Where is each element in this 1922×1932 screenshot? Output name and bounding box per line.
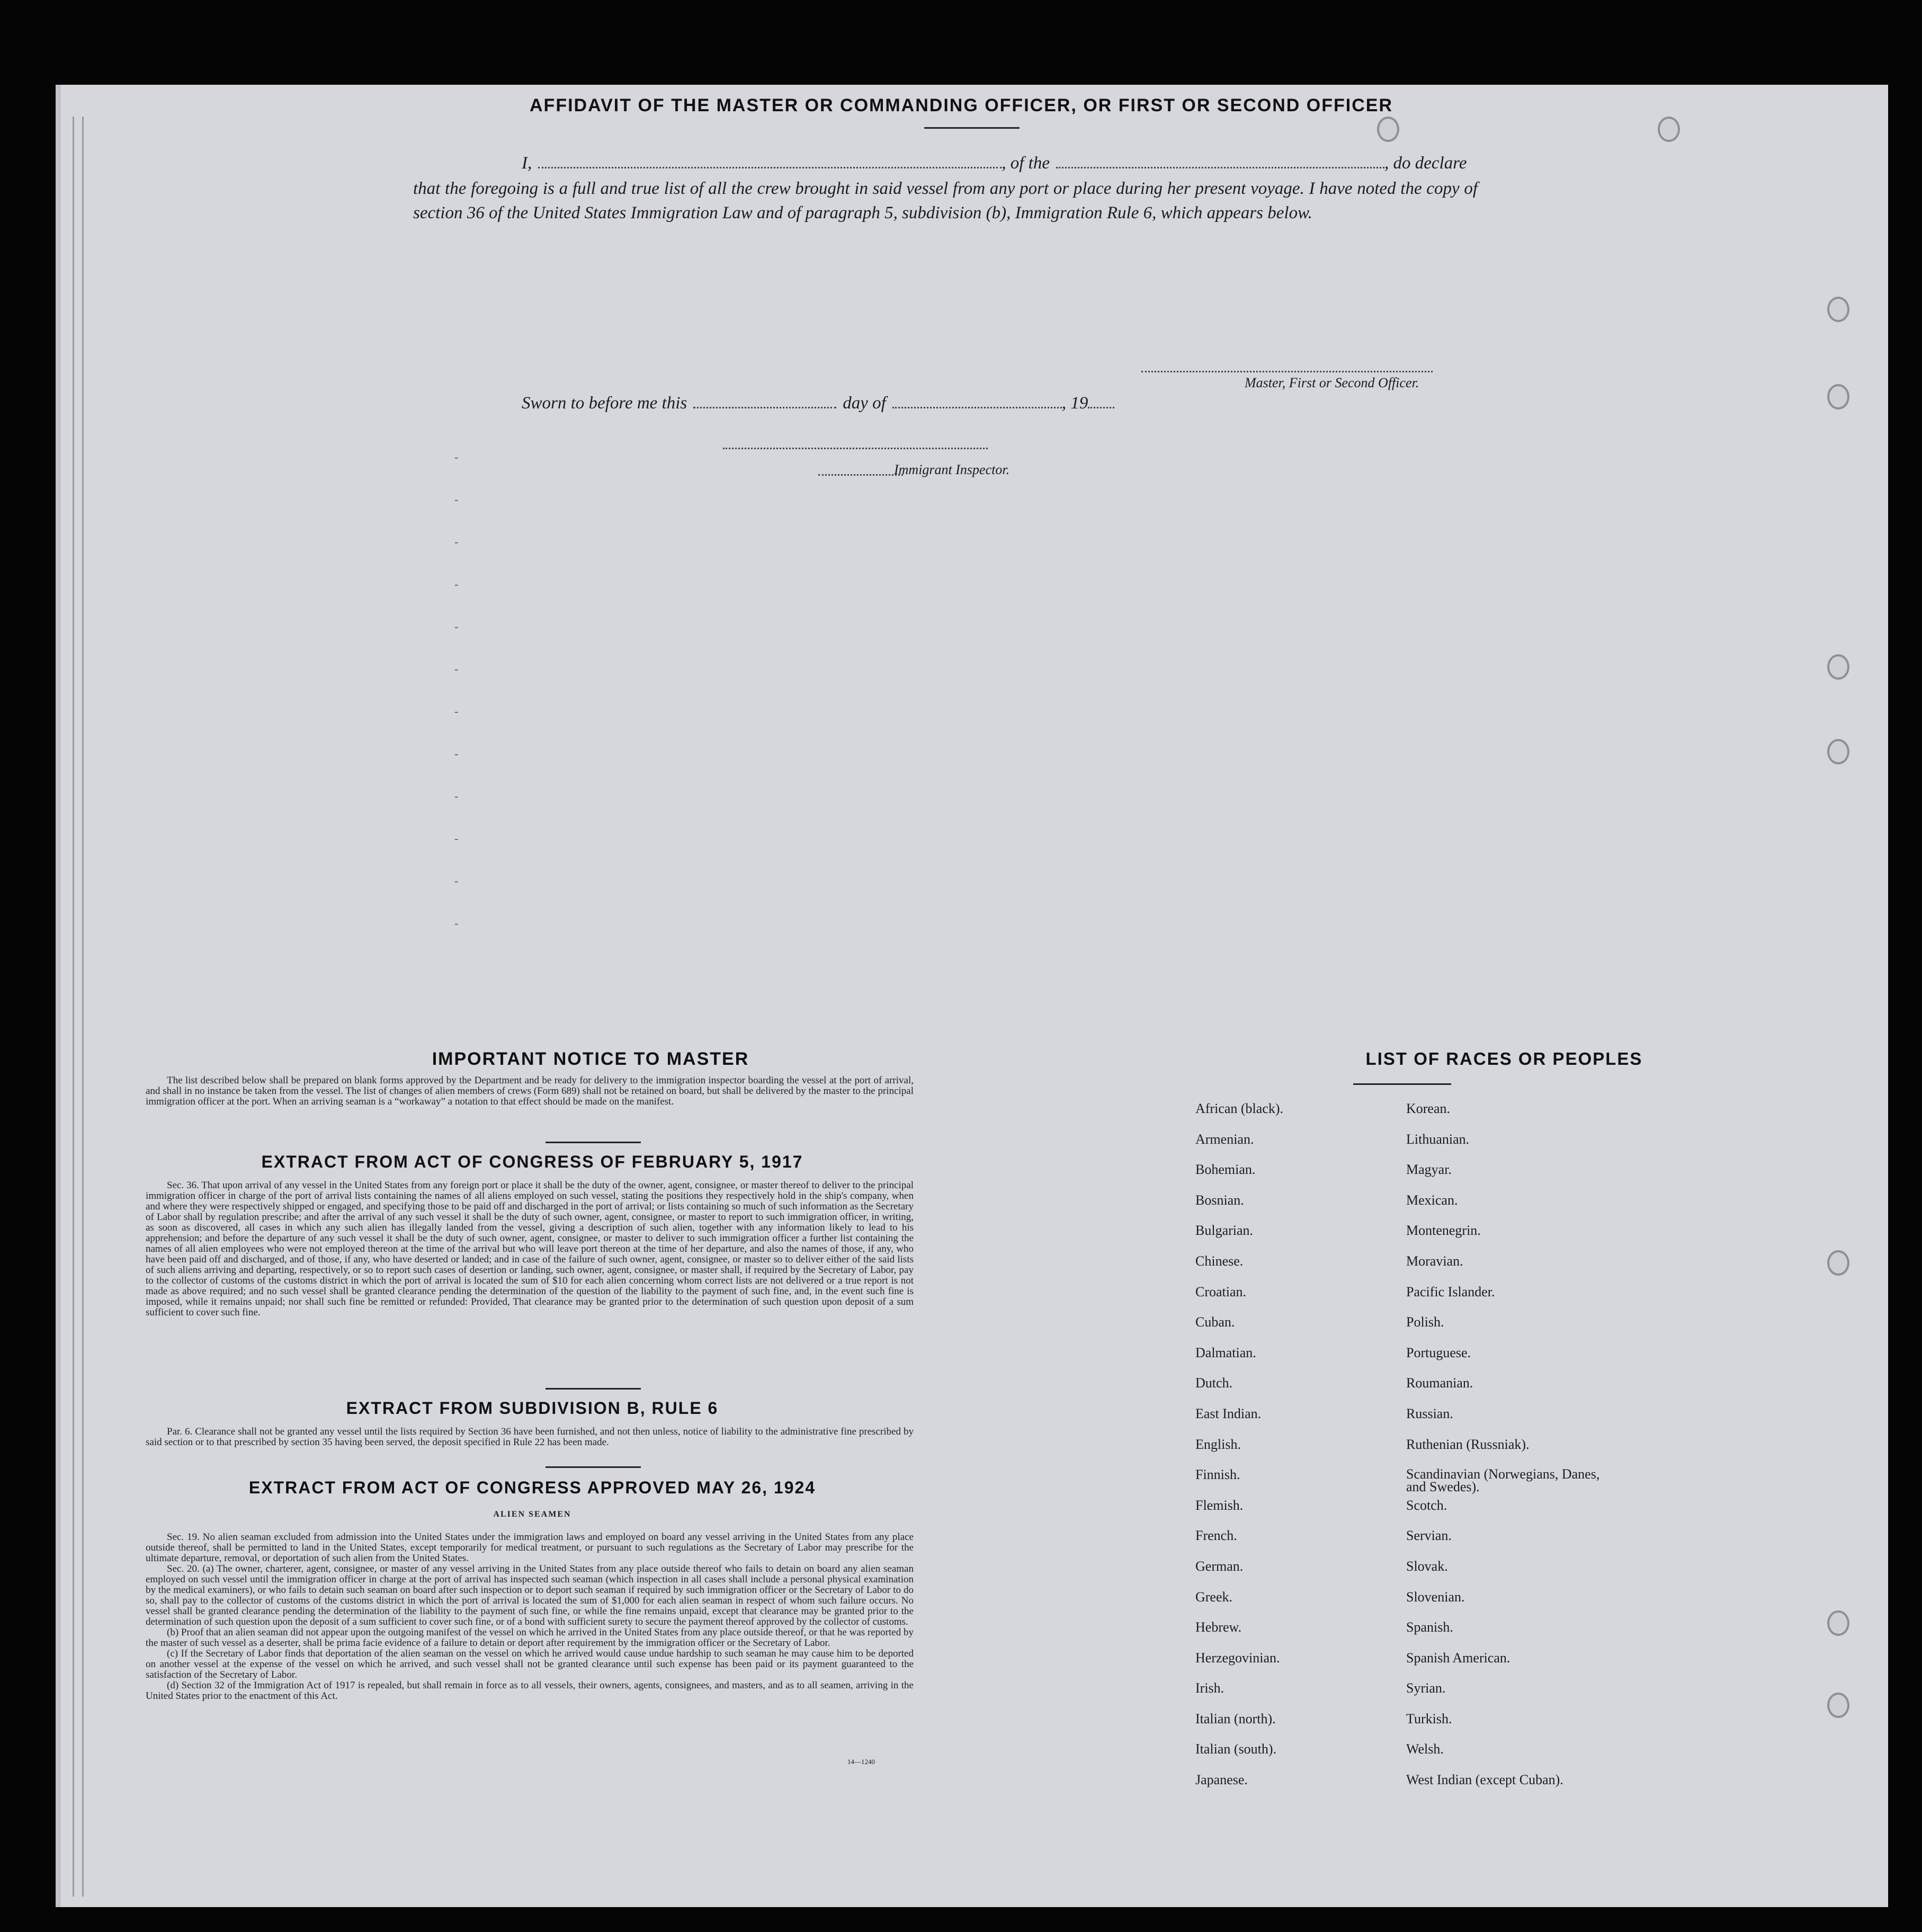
- race-item: Mexican.: [1406, 1192, 1458, 1208]
- alien-seamen-subtitle: ALIEN SEAMEN: [493, 1510, 571, 1519]
- affidavit-body: [413, 151, 1483, 225]
- punch-hole: [1827, 297, 1849, 322]
- sworn-prefix: Sworn to before me this: [522, 394, 687, 413]
- form-number: 14—1240: [847, 1758, 875, 1766]
- master-signature-line[interactable]: [1141, 371, 1433, 372]
- race-item: Irish.: [1195, 1680, 1224, 1696]
- race-item: Chinese.: [1195, 1253, 1244, 1269]
- race-item: Flemish.: [1195, 1497, 1244, 1513]
- sworn-day-blank[interactable]: [693, 407, 836, 408]
- inspector-signature-line[interactable]: [723, 448, 988, 449]
- punch-hole: [1827, 1250, 1849, 1276]
- extract-1924-title: EXTRACT FROM ACT OF CONGRESS APPROVED MAY 26, 1924: [248, 1478, 816, 1497]
- race-item: Scandinavian (Norwegians, Danes, and Swedes).: [1406, 1466, 1600, 1495]
- sec-19-paragraph: Sec. 19. No alien seaman excluded from admission into the United States under the immigration laws and employed on board any vessel arriving in the United States from any place outside thereof, shall be permitted to land in the United States, except temporarily for medical treatment, or pursuant to such regulations as the Secretary of Labor may prescribe for the ultimate departure, removal, or deportation of such alien from the United States.: [146, 1532, 914, 1564]
- race-item: Armenian.: [1195, 1131, 1254, 1147]
- race-item: Korean.: [1406, 1101, 1451, 1116]
- section-divider: [546, 1466, 641, 1468]
- extract-1917-text: [146, 1180, 914, 1318]
- race-item: German.: [1195, 1558, 1244, 1574]
- sworn-month-blank[interactable]: [892, 407, 1062, 408]
- punch-hole: [1658, 117, 1680, 142]
- race-item: Syrian.: [1406, 1680, 1446, 1696]
- race-item: Slovak.: [1406, 1558, 1448, 1574]
- sworn-year-blank[interactable]: [1088, 407, 1114, 408]
- race-item: Magyar.: [1406, 1162, 1452, 1178]
- punch-hole: [1827, 654, 1849, 680]
- extract-rule6-text: [146, 1427, 914, 1448]
- sec-20d-paragraph: (d) Section 32 of the Immigration Act of 1917 is repealed, but shall remain in force as to all vessels, their owners, agents, consignees, and masters, and as to all seamen, arriving in the United States prior to the enactment of this Act.: [146, 1680, 914, 1702]
- race-item: Dutch.: [1195, 1375, 1233, 1391]
- race-item: East Indian.: [1195, 1405, 1262, 1421]
- binding-edge: [73, 117, 74, 1897]
- race-item: Bosnian.: [1195, 1192, 1244, 1208]
- notice-text: [146, 1075, 914, 1107]
- inspector-lead-line: [818, 474, 903, 476]
- race-item: Portuguese.: [1406, 1345, 1471, 1360]
- race-item: Welsh.: [1406, 1741, 1444, 1757]
- punch-hole: [1827, 1610, 1849, 1636]
- race-item: Ruthenian (Russniak).: [1406, 1436, 1530, 1452]
- race-item: Slovenian.: [1406, 1589, 1465, 1605]
- race-item: Croatian.: [1195, 1284, 1247, 1299]
- punch-hole: [1827, 384, 1849, 409]
- affidavit-title: AFFIDAVIT OF THE MASTER OR COMMANDING OFFICER, OR FIRST OR SECOND OFFICER: [530, 95, 1393, 115]
- punch-hole: [1827, 739, 1849, 764]
- race-item: Scotch.: [1406, 1497, 1447, 1513]
- sworn-year-label: , 19: [1061, 394, 1088, 413]
- race-item: Spanish.: [1406, 1619, 1453, 1635]
- title-divider: [924, 127, 1020, 129]
- race-item: Turkish.: [1406, 1711, 1452, 1726]
- race-item: English.: [1195, 1436, 1241, 1452]
- race-item: Italian (south).: [1195, 1741, 1277, 1757]
- punch-hole: [1377, 117, 1399, 142]
- race-item: Hebrew.: [1195, 1619, 1242, 1635]
- race-item: Cuban.: [1195, 1314, 1235, 1330]
- section-divider: [546, 1142, 641, 1143]
- race-item: Bulgarian.: [1195, 1223, 1254, 1239]
- race-item: Herzegovinian.: [1195, 1650, 1280, 1666]
- race-item: African (black).: [1195, 1101, 1284, 1116]
- race-item: Italian (north).: [1195, 1711, 1276, 1726]
- race-item: Spanish American.: [1406, 1650, 1510, 1666]
- notice-title: IMPORTANT NOTICE TO MASTER: [432, 1049, 749, 1069]
- name-blank[interactable]: [538, 167, 1002, 168]
- race-item: Japanese.: [1195, 1772, 1248, 1788]
- affidavit-statement: that the foregoing is a full and true list of all the crew brought in said vessel from any port or place during her present voyage. I have noted the copy of section 36 of the United States Immigration Law and of paragraph 5, subdivision (b), Immigration Rule 6, which appears below.: [413, 179, 1478, 222]
- race-item: Pacific Islander.: [1406, 1284, 1495, 1299]
- affidavit-of-label: , of the: [1002, 154, 1050, 173]
- affidavit-declare-label: , do declare: [1384, 154, 1467, 173]
- sec-20b-paragraph: (b) Proof that an alien seaman did not appear upon the outgoing manifest of the vessel on which he arrived in the United States from any place outside thereof, or that he was reported by the master of such vessel as a deserter, shall be prima facie evidence of a failure to detain or deport after requirement by the immigration officer or the Secretary of Labor.: [146, 1627, 914, 1649]
- extract-1924-text: [146, 1532, 914, 1702]
- race-item: Bohemian.: [1195, 1162, 1256, 1178]
- race-item: Finnish.: [1195, 1467, 1240, 1483]
- race-item: Servian.: [1406, 1528, 1452, 1544]
- sworn-statement: [522, 391, 1210, 415]
- race-item: Montenegrin.: [1406, 1223, 1481, 1239]
- sec-20a-paragraph: Sec. 20. (a) The owner, charterer, agent, consignee, or master of any vessel arriving in the United States from any place outside thereof who fails to detain on board any alien seaman employed on such vessel until the immigration officer in charge at the port of arrival has inspected such seaman (which inspection in all cases shall include a personal physical examination by the medical examiners), or who fails to detain such seaman on board after such inspection or to deport such seaman if required by such immigration officer or the Secretary of Labor to do so, shall pay to the collector of customs of the customs district in which the port of arrival is located the sum of $1,000 for each alien seaman in respect of whom such failure occurs. No vessel shall be granted clearance pending the determination of the liability to the payment of such fine, or while the fine remains unpaid, except that clearance may be granted prior to the determination of such question upon the deposit of a sum sufficient to cover such fine, or of a bond with sufficient surety to secure the payment thereof approved by the collector of customs.: [146, 1563, 914, 1627]
- race-item: French.: [1195, 1528, 1237, 1544]
- bleed-through-marks: - - - - - - - - - - - -: [454, 450, 459, 930]
- race-item: Roumanian.: [1406, 1375, 1473, 1391]
- binding-edge: [82, 117, 84, 1897]
- sec-20c-paragraph: (c) If the Secretary of Labor finds that deportation of the alien seaman on the vessel on which he arrived would cause undue hardship to such seaman he may cause him to be deported on another vessel at the expense of the vessel on which he arrived, and such vessel shall not be granted clearance until such expense has been paid or its payment guaranteed to the satisfaction of the Secretary of Labor.: [146, 1648, 914, 1680]
- section-36-paragraph: Sec. 36. That upon arrival of any vessel in the United States from any foreign port or place it shall be the duty of the owner, agent, consignee, or master thereof to deliver to the principal immigration officer in charge of the port of arrival lists containing the names of all aliens employed on such vessel, stating the positions they respectively hold in the ship's company, when and where they were respectively shipped or engaged, and specifying those to be paid off and discharged in the port of arrival; or lists containing so much of such information as the Secretary of Labor shall by regulation prescribe; and after the arrival of any such vessel it shall be the duty of such owner, agent, consignee, or master to report to such immigration officer, in writing, as soon as discovered, all cases in which any such alien has illegally landed from the vessel, giving a description of such alien, together with any information likely to lead to his apprehension; and before the departure of any such vessel it shall be the duty of such owner, agent, consignee, or master to deliver to such immigration officer a further list containing the names of all alien employees who were not employed thereon at the time of the arrival but who will leave port thereon at the time of her departure, and also the names of those, if any, who have been paid off and discharged, and of those, if any, who have deserted or landed; and in case of the failure of such owner, agent, consignee, or master so to deliver either of the said lists of such aliens arriving and departing, respectively, or so to report such cases of desertion or landing, such owner, agent, consignee, or master shall, if required by the Secretary of Labor, pay to the collector of customs of the customs district in which the port of arrival is located the sum of $10 for each alien concerning whom correct lists are not delivered or a true report is not made as above required; and no such vessel shall be granted clearance pending the determination of the question of the liability to the payment of such fine, and, in the event such fine is imposed, while it remains unpaid; nor shall such fine be remitted or refunded: Provided, That clearance may be granted prior to the determination of such question upon deposit of a sum sufficient to cover such fine.: [146, 1180, 914, 1318]
- title-divider: [1353, 1083, 1451, 1085]
- notice-paragraph: The list described below shall be prepared on blank forms approved by the Department and be ready for delivery to the immigration inspector boarding the vessel at the port of arrival, and shall in no instance be taken from the vessel. The list of changes of alien members of crews (Form 689) shall not be retained on board, but shall be delivered by the master to the principal immigration officer at the port. When an arriving seaman is a “workaway” a notation to that effect should be made on the manifest.: [146, 1075, 914, 1107]
- section-divider: [546, 1388, 641, 1390]
- master-signature-label: Master, First or Second Officer.: [1245, 375, 1419, 390]
- race-item: Dalmatian.: [1195, 1345, 1256, 1360]
- race-item: Polish.: [1406, 1314, 1444, 1330]
- races-column-2: [1406, 1102, 1607, 1804]
- inspector-label: Immigrant Inspector.: [894, 462, 1010, 477]
- race-item: Lithuanian.: [1406, 1131, 1470, 1147]
- rule6-paragraph: Par. 6. Clearance shall not be granted any vessel until the lists required by Section 36 have been furnished, and not then unless, notice of liability to the administrative fine prescribed by said section or to that prescribed by section 35 having been served, the deposit specified in Rule 22 has been made.: [146, 1426, 914, 1448]
- race-item: Russian.: [1406, 1405, 1453, 1421]
- races-title: LIST OF RACES OR PEOPLES: [1365, 1049, 1643, 1069]
- punch-hole: [1827, 1693, 1849, 1718]
- sworn-day-label: day of: [843, 394, 886, 413]
- affidavit-i-label: I,: [522, 154, 532, 173]
- extract-1917-title: EXTRACT FROM ACT OF CONGRESS OF FEBRUARY 5, 1917: [261, 1152, 803, 1171]
- race-item: West Indian (except Cuban).: [1406, 1772, 1563, 1788]
- races-column-1: [1195, 1102, 1397, 1804]
- race-item: Greek.: [1195, 1589, 1233, 1605]
- vessel-blank[interactable]: [1056, 167, 1384, 168]
- race-item: Moravian.: [1406, 1253, 1463, 1269]
- extract-rule6-title: EXTRACT FROM SUBDIVISION B, RULE 6: [346, 1399, 719, 1418]
